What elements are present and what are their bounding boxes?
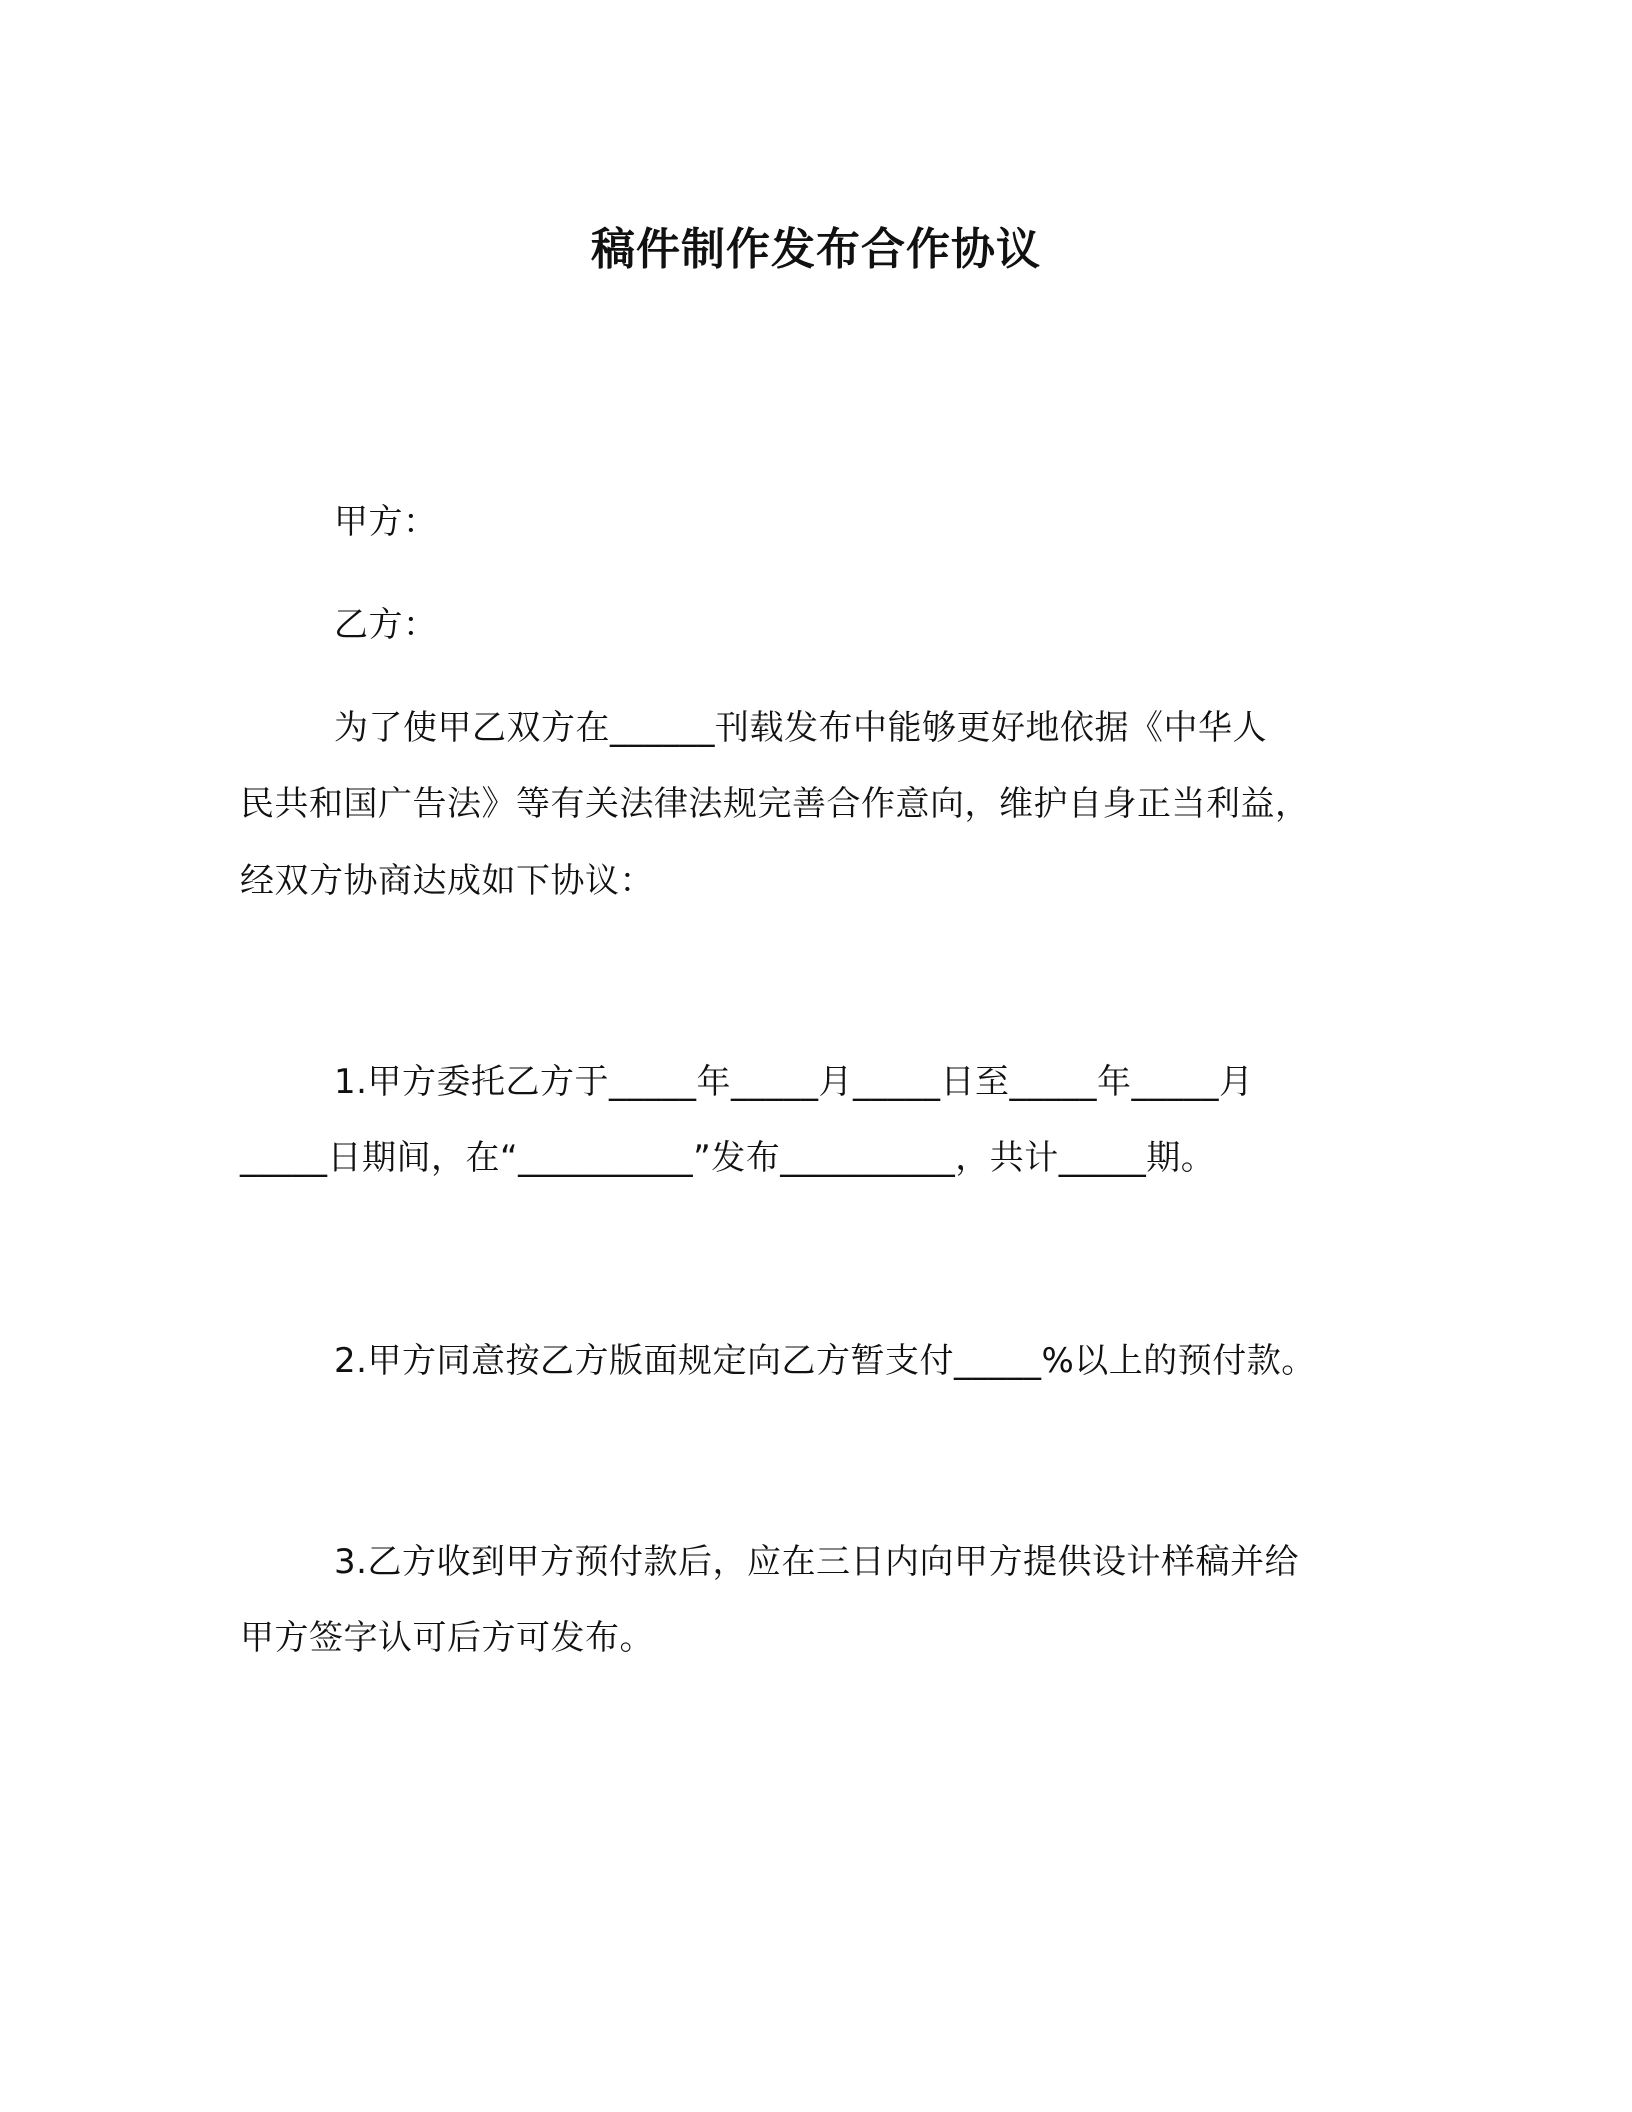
document-title: 稿件制作发布合作协议 <box>591 224 1041 275</box>
clause-3-line-2: 甲方签字认可后方可发布。 <box>240 1618 654 1658</box>
clause-1-line-2: _____日期间，在“__________”发布__________，共计_____期。 <box>240 1138 1216 1178</box>
clause-3-line-1: 3.乙方收到甲方预付款后，应在三日内向甲方提供设计样稿并给 <box>334 1542 1299 1582</box>
preamble-line-1: 为了使甲乙双方在______刊载发布中能够更好地依据《中华人 <box>334 708 1267 748</box>
clause-1-line-1: 1.甲方委托乙方于_____年_____月_____日至_____年_____月 <box>334 1062 1254 1102</box>
party-b-label: 乙方： <box>334 605 438 645</box>
party-a-label: 甲方： <box>334 502 438 542</box>
clause-2-line-1: 2.甲方同意按乙方版面规定向乙方暂支付_____%以上的预付款。 <box>334 1341 1316 1381</box>
preamble-line-2: 民共和国广告法》等有关法律法规完善合作意向，维护自身正当利益， <box>240 784 1310 824</box>
preamble-line-3: 经双方协商达成如下协议： <box>240 861 654 901</box>
